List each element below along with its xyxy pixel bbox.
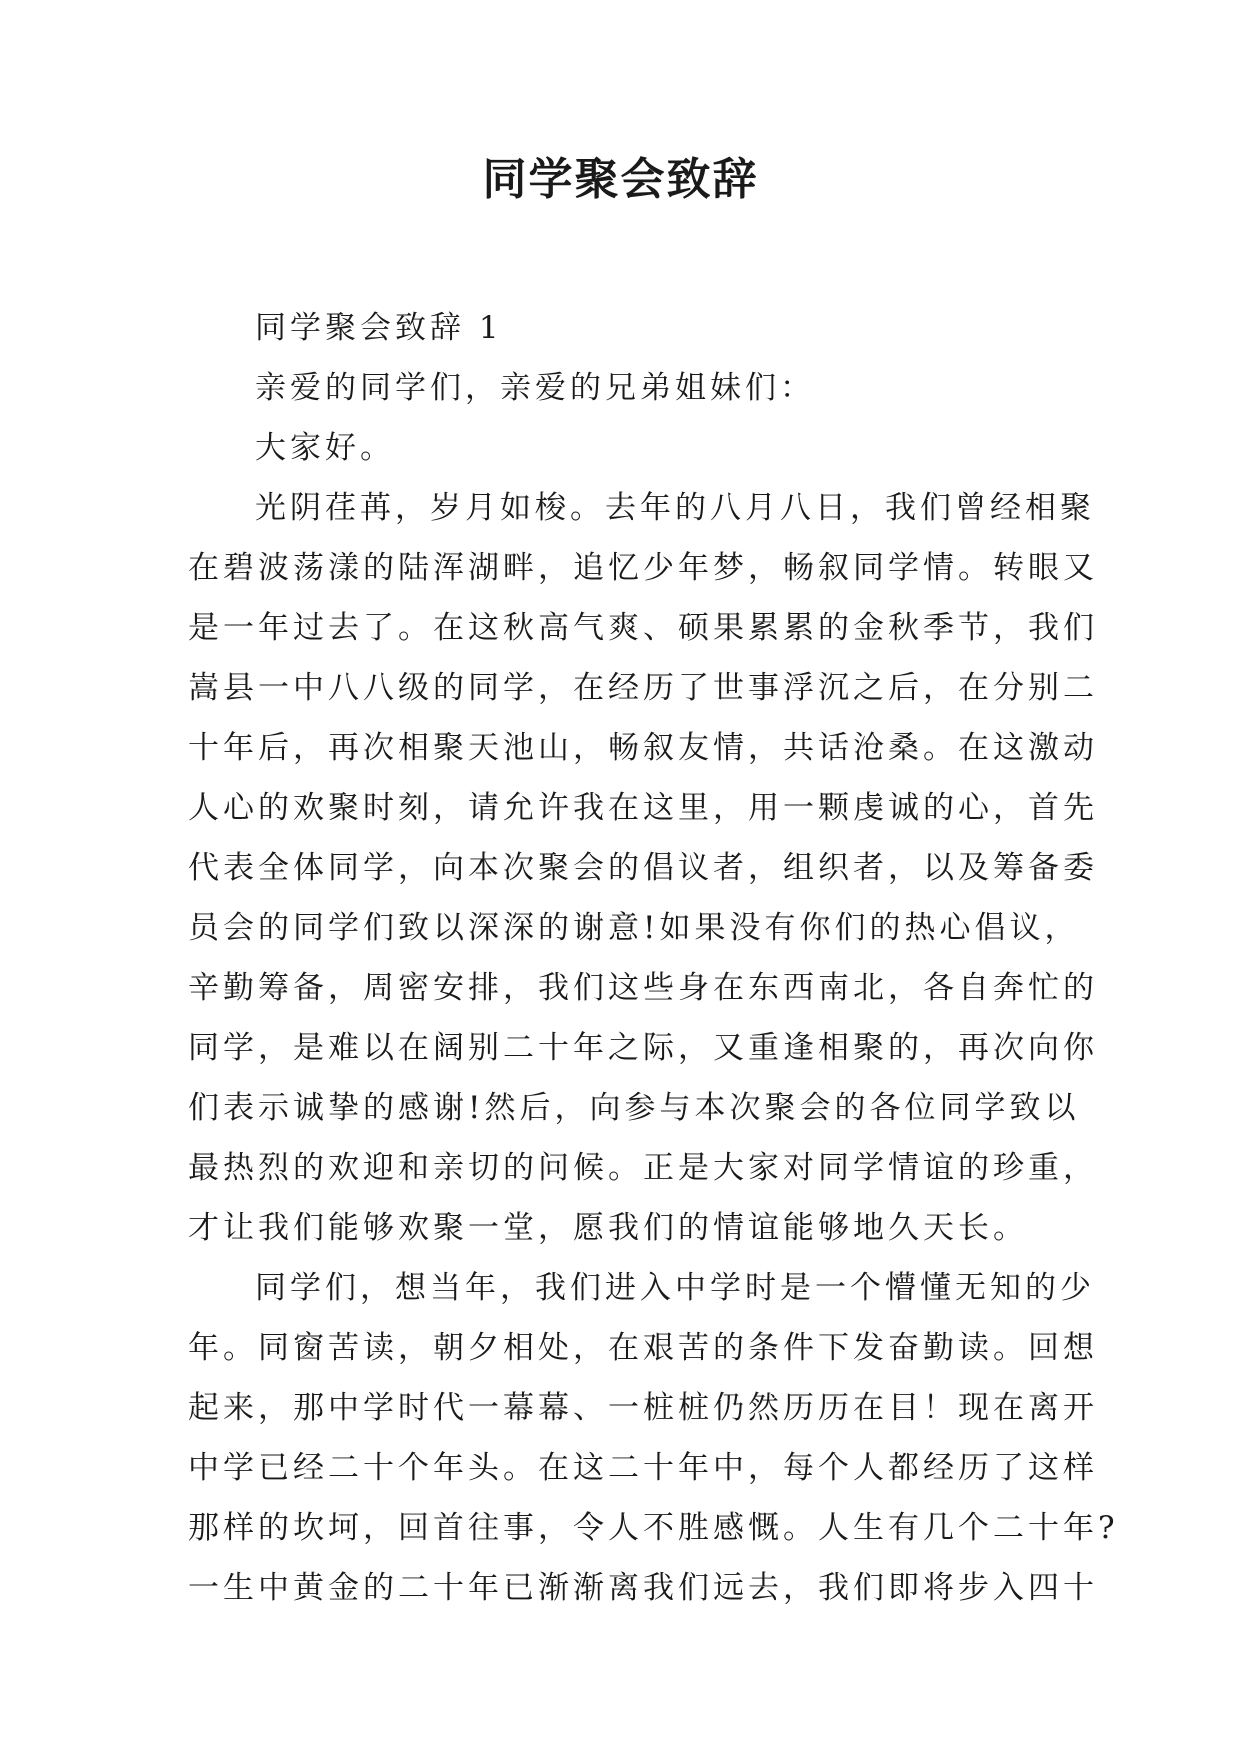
text-line: 那样的坎坷，回首往事，令人不胜感慨。人生有几个二十年? — [188, 1510, 1119, 1546]
text-line: 大家好。 — [255, 430, 395, 466]
text-line: 年。同窗苦读，朝夕相处，在艰苦的条件下发奋勤读。回想 — [188, 1330, 1098, 1366]
text-line: 在碧波荡漾的陆浑湖畔，追忆少年梦，畅叙同学情。转眼又 — [188, 550, 1098, 586]
text-line: 十年后，再次相聚天池山，畅叙友情，共话沧桑。在这激动 — [188, 730, 1098, 766]
text-line: 才让我们能够欢聚一堂，愿我们的情谊能够地久天长。 — [188, 1210, 1028, 1246]
text-line: 中学已经二十个年头。在这二十年中，每个人都经历了这样 — [188, 1450, 1098, 1486]
text-line: 员会的同学们致以深深的谢意!如果没有你们的热心倡议， — [188, 910, 1080, 946]
text-line: 辛勤筹备，周密安排，我们这些身在东西南北，各自奔忙的 — [188, 970, 1098, 1006]
text-line: 同学聚会致辞 1 — [255, 310, 503, 346]
text-line: 光阴荏苒，岁月如梭。去年的八月八日，我们曾经相聚 — [255, 490, 1095, 526]
text-line: 最热烈的欢迎和亲切的问候。正是大家对同学情谊的珍重， — [188, 1150, 1098, 1186]
text-line: 嵩县一中八八级的同学，在经历了世事浮沉之后，在分别二 — [188, 670, 1098, 706]
text-line: 同学，是难以在阔别二十年之际，又重逢相聚的，再次向你 — [188, 1030, 1098, 1066]
text-line: 是一年过去了。在这秋高气爽、硕果累累的金秋季节，我们 — [188, 610, 1098, 646]
text-line: 亲爱的同学们，亲爱的兄弟姐妹们： — [255, 370, 815, 406]
document-title: 同学聚会致辞 — [482, 154, 759, 205]
text-line: 起来，那中学时代一幕幕、一桩桩仍然历历在目！现在离开 — [188, 1390, 1098, 1426]
document-body — [188, 298, 1119, 1618]
text-line: 代表全体同学，向本次聚会的倡议者，组织者，以及筹备委 — [188, 850, 1098, 886]
text-line: 同学们，想当年，我们进入中学时是一个懵懂无知的少 — [255, 1270, 1095, 1306]
text-line: 人心的欢聚时刻，请允许我在这里，用一颗虔诚的心，首先 — [188, 790, 1098, 826]
text-line: 一生中黄金的二十年已渐渐离我们远去，我们即将步入四十 — [188, 1570, 1098, 1606]
text-line: 们表示诚挚的感谢!然后，向参与本次聚会的各位同学致以 — [188, 1090, 1080, 1126]
